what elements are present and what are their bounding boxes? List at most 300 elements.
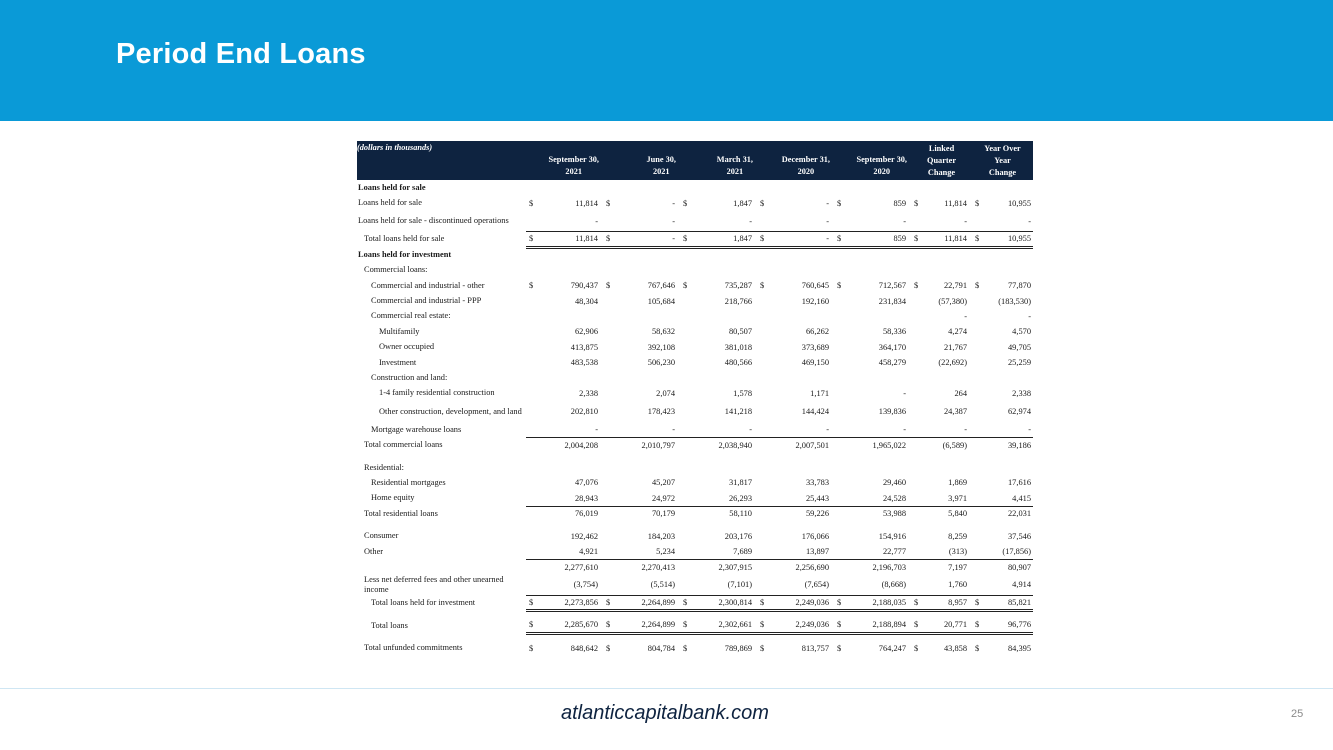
currency-symbol (972, 544, 985, 559)
value-cell: 192,462 (570, 531, 598, 541)
value-cell: 178,423 (647, 407, 675, 417)
currency-symbol (526, 309, 540, 324)
currency-symbol (680, 180, 694, 195)
currency-symbol (911, 293, 924, 308)
value-cell: 10,955 (985, 232, 1033, 247)
row-owner-occ (357, 340, 1033, 355)
currency-symbol (603, 401, 617, 422)
value-cell (985, 180, 1033, 195)
value-cell: 2,188,894 (848, 618, 911, 633)
currency-symbol (834, 528, 848, 543)
value-cell (985, 460, 1033, 475)
value-cell: 45,207 (651, 478, 675, 488)
currency-symbol (680, 211, 694, 232)
currency-symbol (757, 475, 771, 490)
currency-symbol (526, 544, 540, 559)
value-cell: 2,249,036 (771, 596, 834, 611)
currency-symbol: $ (914, 198, 919, 208)
value-cell: 29,460 (882, 478, 906, 488)
value-cell (771, 180, 834, 195)
spacer-cell (357, 633, 1033, 640)
value-cell: 58,110 (729, 509, 752, 519)
value-cell: - (924, 422, 972, 437)
value-cell: 47,076 (574, 478, 598, 488)
value-cell: 20,771 (924, 618, 972, 633)
currency-symbol: $ (680, 232, 694, 247)
currency-symbol: $ (603, 596, 617, 611)
currency-symbol (526, 491, 540, 506)
currency-symbol (680, 309, 694, 324)
value-cell: 25,443 (771, 491, 834, 506)
value-cell (985, 263, 1033, 278)
currency-symbol (680, 544, 694, 559)
column-header-sep-30-2021: September 30, 2021 (540, 141, 603, 180)
currency-symbol (911, 247, 924, 262)
currency-symbol (972, 324, 985, 339)
currency-symbol (680, 460, 694, 475)
value-cell: 848,642 (570, 643, 598, 653)
value-cell: 506,230 (647, 358, 675, 368)
value-cell (924, 263, 972, 278)
currency-symbol (680, 422, 694, 437)
value-cell: 17,616 (1007, 478, 1032, 488)
title-banner (0, 0, 1333, 121)
value-cell (848, 460, 911, 475)
value-cell: 33,783 (805, 478, 829, 488)
currency-symbol (757, 491, 771, 506)
value-cell (617, 309, 680, 324)
row-total-comm (357, 437, 1033, 452)
value-cell (540, 247, 603, 262)
value-cell (694, 180, 757, 195)
currency-symbol (680, 355, 694, 370)
value-cell: - (771, 232, 834, 247)
currency-symbol (526, 355, 540, 370)
value-cell: 154,916 (878, 531, 906, 541)
currency-symbol (603, 575, 617, 596)
currency-symbol (526, 460, 540, 475)
value-cell: 2,270,413 (641, 562, 675, 572)
currency-symbol (834, 460, 848, 475)
currency-symbol (526, 575, 540, 596)
currency-symbol (603, 180, 617, 195)
value-cell: 231,834 (878, 296, 906, 306)
currency-symbol (526, 422, 540, 437)
currency-symbol: $ (914, 281, 919, 291)
currency-symbol (911, 211, 924, 232)
value-cell: 2,285,670 (540, 618, 603, 633)
currency-symbol: $ (757, 596, 771, 611)
currency-symbol: $ (683, 281, 688, 291)
currency-symbol (526, 370, 540, 385)
value-cell (848, 309, 911, 324)
currency-symbol (603, 293, 617, 308)
currency-symbol (526, 340, 540, 355)
value-cell: 2,074 (656, 388, 675, 398)
value-cell: 789,869 (724, 643, 752, 653)
value-cell (924, 180, 972, 195)
currency-symbol (972, 491, 985, 506)
column-header-mar-31-2021: March 31, 2021 (694, 141, 757, 180)
value-cell: 2,300,814 (694, 596, 757, 611)
currency-symbol: $ (837, 198, 842, 208)
value-cell: 105,684 (647, 296, 675, 306)
currency-symbol (911, 575, 924, 596)
currency-symbol (911, 386, 924, 401)
currency-symbol: $ (837, 281, 842, 291)
currency-symbol (834, 544, 848, 559)
value-cell: 2,264,899 (617, 596, 680, 611)
currency-symbol (972, 437, 985, 452)
spacer-row (357, 453, 1033, 460)
currency-symbol: $ (757, 232, 771, 247)
value-cell: 49,705 (1007, 342, 1032, 352)
currency-symbol (972, 309, 985, 324)
currency-symbol (972, 386, 985, 401)
value-cell: 1,578 (733, 388, 752, 398)
row-label (357, 559, 526, 574)
value-cell (617, 263, 680, 278)
currency-symbol (757, 422, 771, 437)
spacer-cell (357, 521, 1033, 528)
currency-symbol: $ (603, 232, 617, 247)
value-cell: 80,907 (1007, 562, 1032, 572)
row-label: Investment (379, 357, 417, 367)
value-cell: 4,274 (948, 327, 967, 337)
column-header-sep-30-2020: September 30, 2020 (848, 141, 911, 180)
value-cell: 70,179 (651, 509, 675, 519)
currency-symbol (603, 263, 617, 278)
currency-symbol: $ (529, 643, 534, 653)
value-cell: (313) (924, 544, 972, 559)
currency-symbol (834, 247, 848, 262)
currency-symbol: $ (972, 618, 985, 633)
value-cell (694, 263, 757, 278)
currency-symbol (680, 475, 694, 490)
currency-symbol (757, 247, 771, 262)
row-lhfs-disc (357, 211, 1033, 232)
currency-symbol (911, 324, 924, 339)
spacer-cell (357, 611, 1033, 618)
value-cell (771, 309, 834, 324)
value-cell (694, 247, 757, 262)
row-lhfs-header (357, 180, 1033, 195)
value-cell: 28,943 (540, 491, 603, 506)
currency-symbol (603, 506, 617, 521)
currency-symbol (526, 324, 540, 339)
value-cell: 43,858 (943, 643, 967, 653)
value-cell (985, 370, 1033, 385)
value-cell: 2,264,899 (617, 618, 680, 633)
currency-symbol (680, 506, 694, 521)
value-cell: 11,814 (575, 198, 598, 208)
currency-symbol (834, 491, 848, 506)
value-cell: 22,791 (943, 281, 967, 291)
currency-symbol: $ (914, 643, 919, 653)
value-cell: 458,279 (878, 358, 906, 368)
value-cell: 2,249,036 (771, 618, 834, 633)
value-cell: 2,188,035 (848, 596, 911, 611)
currency-symbol: $ (680, 596, 694, 611)
currency-symbol (757, 437, 771, 452)
currency-symbol (972, 460, 985, 475)
value-cell: (7,654) (771, 575, 834, 596)
value-cell: 2,004,208 (564, 440, 598, 450)
value-cell: - (903, 388, 906, 398)
value-cell (694, 370, 757, 385)
value-cell: 2,196,703 (872, 562, 906, 572)
value-cell (924, 460, 972, 475)
value-cell (540, 370, 603, 385)
value-cell (617, 460, 680, 475)
value-cell (694, 309, 757, 324)
currency-symbol (972, 263, 985, 278)
currency-symbol: $ (606, 281, 611, 291)
value-cell: 1,965,022 (872, 440, 906, 450)
value-cell: 22,031 (1007, 509, 1032, 519)
value-cell: (57,380) (938, 296, 967, 306)
row-unfunded (357, 640, 1033, 655)
value-cell: 53,988 (882, 509, 906, 519)
row-label: Less net deferred fees and other unearned income (364, 575, 504, 595)
value-cell: 1,847 (694, 232, 757, 247)
currency-symbol (972, 340, 985, 355)
currency-symbol (680, 386, 694, 401)
currency-symbol (911, 460, 924, 475)
value-cell: - (540, 211, 603, 232)
value-cell: 22,777 (848, 544, 911, 559)
currency-symbol (603, 247, 617, 262)
currency-symbol (757, 460, 771, 475)
row-label: Total loans held for investment (371, 598, 476, 608)
value-cell: 4,914 (985, 575, 1033, 596)
value-cell: - (848, 211, 911, 232)
row-ci-other (357, 278, 1033, 293)
value-cell: 11,814 (944, 198, 967, 208)
currency-symbol (834, 559, 848, 574)
row-label: Total loans (371, 620, 408, 630)
value-cell: 483,538 (570, 358, 598, 368)
spacer-cell (357, 453, 1033, 460)
row-label: Commercial loans: (364, 265, 428, 275)
currency-symbol (911, 422, 924, 437)
row-label: Loans held for investment (358, 249, 452, 259)
currency-symbol (680, 247, 694, 262)
currency-symbol (757, 324, 771, 339)
currency-symbol: $ (834, 232, 848, 247)
row-consumer (357, 528, 1033, 543)
row-lhfs-total (357, 232, 1033, 247)
currency-symbol: $ (683, 643, 688, 653)
currency-symbol (972, 293, 985, 308)
value-cell: 24,528 (848, 491, 911, 506)
value-cell: 8,259 (948, 531, 967, 541)
value-cell: 4,921 (540, 544, 603, 559)
currency-symbol: $ (529, 198, 534, 208)
currency-symbol (834, 475, 848, 490)
value-cell: (3,754) (540, 575, 603, 596)
value-cell: 4,570 (1012, 327, 1032, 337)
currency-symbol (972, 506, 985, 521)
currency-symbol (680, 263, 694, 278)
currency-symbol (757, 370, 771, 385)
row-other (357, 544, 1033, 559)
currency-symbol (680, 324, 694, 339)
currency-symbol (757, 355, 771, 370)
row-label: Construction and land: (371, 372, 448, 382)
table-body (357, 141, 1033, 656)
currency-symbol (757, 386, 771, 401)
currency-symbol (680, 491, 694, 506)
currency-symbol (834, 340, 848, 355)
page-title: Period End Loans (116, 38, 366, 70)
value-cell: 96,776 (985, 618, 1033, 633)
value-cell: 2,338 (579, 388, 598, 398)
currency-symbol (603, 386, 617, 401)
row-cre-header (357, 309, 1033, 324)
row-label: Consumer (364, 531, 399, 541)
currency-symbol (526, 263, 540, 278)
value-cell: 413,875 (570, 342, 598, 352)
currency-symbol (834, 437, 848, 452)
row-home-eq (357, 491, 1033, 506)
currency-symbol (757, 340, 771, 355)
value-cell: (8,668) (848, 575, 911, 596)
currency-symbol: $ (760, 643, 765, 653)
value-cell: 813,757 (801, 643, 829, 653)
row-label: Commercial real estate: (371, 311, 451, 321)
currency-symbol: $ (680, 618, 694, 633)
value-cell (771, 460, 834, 475)
value-cell: - (964, 311, 967, 321)
value-cell (848, 247, 911, 262)
currency-symbol (603, 437, 617, 452)
value-cell (771, 247, 834, 262)
currency-symbol (757, 211, 771, 232)
row-label: Loans held for sale - discontinued operations (358, 216, 509, 226)
row-subtotal (357, 559, 1033, 574)
row-total-res (357, 506, 1033, 521)
currency-symbol (834, 211, 848, 232)
value-cell: - (826, 198, 829, 208)
value-cell: 11,814 (924, 232, 972, 247)
value-cell: - (617, 211, 680, 232)
row-label: Total residential loans (364, 508, 438, 518)
currency-symbol: $ (834, 618, 848, 633)
value-cell: 58,336 (882, 327, 906, 337)
value-cell (617, 247, 680, 262)
page-number: 25 (1291, 708, 1304, 720)
value-cell: 804,784 (647, 643, 675, 653)
table-header-row (357, 141, 1033, 180)
value-cell (848, 370, 911, 385)
currency-symbol (603, 528, 617, 543)
row-label: Home equity (371, 493, 415, 503)
value-cell (540, 180, 603, 195)
currency-symbol (972, 475, 985, 490)
value-cell: 58,632 (651, 327, 675, 337)
currency-symbol (911, 491, 924, 506)
value-cell: - (672, 198, 675, 208)
value-cell: - (771, 422, 834, 437)
value-cell (848, 263, 911, 278)
value-cell: 760,645 (801, 281, 829, 291)
currency-symbol (911, 437, 924, 452)
currency-symbol (526, 211, 540, 232)
currency-symbol (911, 528, 924, 543)
unit-note: (dollars in thousands) (357, 141, 526, 180)
value-cell: 184,203 (647, 531, 675, 541)
currency-symbol (603, 491, 617, 506)
row-deferred (357, 575, 1033, 596)
row-other-const (357, 401, 1033, 422)
currency-symbol: $ (683, 198, 688, 208)
currency-symbol (526, 180, 540, 195)
value-cell: - (985, 422, 1033, 437)
footer-website: atlanticcapitalbank.com (561, 702, 769, 724)
currency-symbol (603, 460, 617, 475)
value-cell: 25,259 (1007, 358, 1032, 368)
value-cell: - (617, 422, 680, 437)
currency-symbol (680, 575, 694, 596)
row-comm-header (357, 263, 1033, 278)
currency-symbol: $ (911, 618, 924, 633)
value-cell: 48,304 (574, 296, 598, 306)
row-label: Other (364, 546, 384, 556)
currency-symbol (911, 263, 924, 278)
row-lhfi-header (357, 247, 1033, 262)
currency-symbol (834, 324, 848, 339)
row-label: Owner occupied (379, 342, 435, 352)
value-cell (694, 460, 757, 475)
currency-symbol (911, 401, 924, 422)
currency-symbol (603, 544, 617, 559)
currency-symbol (757, 309, 771, 324)
value-cell: - (985, 211, 1033, 232)
value-cell (617, 370, 680, 385)
value-cell: 859 (893, 198, 906, 208)
currency-symbol (526, 401, 540, 422)
currency-symbol (680, 559, 694, 574)
currency-symbol: $ (526, 232, 540, 247)
currency-symbol (757, 263, 771, 278)
value-cell: 59,226 (805, 509, 829, 519)
row-total-loans (357, 618, 1033, 633)
currency-symbol (526, 437, 540, 452)
currency-symbol (526, 559, 540, 574)
currency-symbol (834, 293, 848, 308)
footer-divider (0, 688, 1333, 689)
value-cell: 790,437 (570, 281, 598, 291)
currency-symbol: $ (760, 198, 765, 208)
currency-symbol (603, 370, 617, 385)
currency-symbol (757, 180, 771, 195)
value-cell: 5,840 (948, 509, 967, 519)
currency-symbol (972, 355, 985, 370)
value-cell: 735,287 (724, 281, 752, 291)
value-cell: 26,293 (694, 491, 757, 506)
currency-symbol: $ (837, 643, 842, 653)
row-label: Mortgage warehouse loans (371, 424, 462, 434)
row-label: Multifamily (379, 326, 420, 336)
value-cell: 37,546 (1007, 531, 1032, 541)
currency-symbol (603, 355, 617, 370)
value-cell (540, 309, 603, 324)
currency-symbol (834, 263, 848, 278)
currency-symbol (526, 386, 540, 401)
row-label: Total loans held for sale (364, 234, 445, 244)
value-cell (771, 263, 834, 278)
